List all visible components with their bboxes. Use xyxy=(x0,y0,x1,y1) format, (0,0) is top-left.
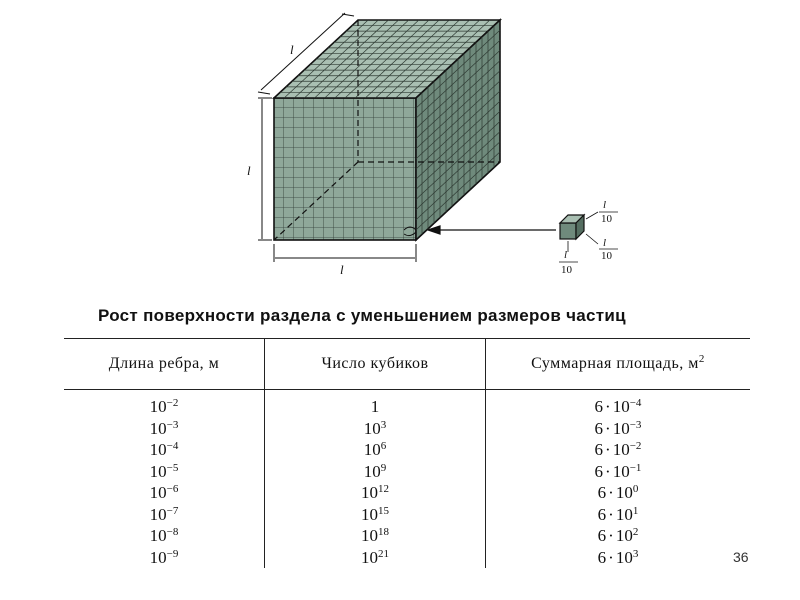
area-unit-exponent: 2 xyxy=(698,353,705,365)
edge-length-cell: $10^{-4}$ xyxy=(149,440,179,460)
total-area-cell: $6 \cdot 10^{-2}$ xyxy=(486,439,751,461)
fraction-right xyxy=(586,234,618,262)
table-row xyxy=(64,418,750,440)
cube-count-cell: $10^9$ xyxy=(265,461,486,483)
edge-length-cell: $10^{-9}$ xyxy=(149,547,179,567)
total-area-cell: $6 \cdot 10^1$ xyxy=(486,504,751,526)
table-header-row xyxy=(64,339,750,390)
width-label: l xyxy=(340,262,344,277)
cube-count-cell: $10^6$ xyxy=(265,439,486,461)
fraction-bottom xyxy=(559,241,578,276)
page-number: 36 xyxy=(733,549,749,565)
total-area-cell: $6 \cdot 10^{-3}$ xyxy=(486,418,751,440)
edge-length-cell: $10^{-5}$ xyxy=(149,461,179,481)
small-cube xyxy=(560,215,584,239)
surface-growth-table xyxy=(64,338,750,568)
total-area-cell: $6 \cdot 10^0$ xyxy=(486,482,751,504)
cube-count-cell: $10^{18}$ xyxy=(265,525,486,547)
svg-text:l: l xyxy=(564,249,568,261)
table-caption: Рост поверхности раздела с уменьшением размеров частиц xyxy=(98,306,626,325)
edge-length-cell: $10^{-7}$ xyxy=(149,504,179,524)
table-row xyxy=(64,439,750,461)
cube-front-face xyxy=(274,98,416,240)
pointer-arrow xyxy=(428,226,556,234)
total-area-cell: $6 \cdot 10^{-4}$ xyxy=(486,390,751,418)
table-row xyxy=(64,504,750,526)
edge-length-cell: $10^{-3}$ xyxy=(149,418,179,438)
edge-length-cell: $10^{-6}$ xyxy=(149,483,179,503)
svg-text:10: 10 xyxy=(601,250,612,262)
svg-text:l: l xyxy=(603,199,607,211)
cube-count-cell: $10^{12}$ xyxy=(265,482,486,504)
header-cube-count: Число кубиков xyxy=(265,339,486,390)
cube-count-cell: $10^{15}$ xyxy=(265,504,486,526)
height-label: l xyxy=(247,163,251,178)
table-row xyxy=(64,461,750,483)
svg-text:l: l xyxy=(603,237,607,249)
table-row xyxy=(64,547,750,569)
cube-count-cell: $10^3$ xyxy=(265,418,486,440)
table-row xyxy=(64,525,750,547)
height-dimension xyxy=(258,98,272,240)
total-area-cell: $6 \cdot 10^{-1}$ xyxy=(486,461,751,483)
header-edge-length: Длина ребра, м xyxy=(64,339,265,390)
svg-text:10: 10 xyxy=(601,213,612,225)
table-row xyxy=(64,482,750,504)
edge-length-cell: $10^{-2}$ xyxy=(149,397,179,417)
cube-count-cell: 1 xyxy=(265,390,486,418)
cube-count-cell: $10^{21}$ xyxy=(265,547,486,569)
total-area-cell: $6 \cdot 10^3$ xyxy=(486,547,751,569)
header-total-area: Суммарная площадь, $м^2$ xyxy=(486,339,751,390)
depth-label: l xyxy=(290,42,294,57)
width-dimension xyxy=(274,244,416,262)
fraction-top-right xyxy=(586,199,618,225)
total-area-cell: $6 \cdot 10^2$ xyxy=(486,525,751,547)
table-row xyxy=(64,390,750,418)
edge-length-cell: $10^{-8}$ xyxy=(149,526,179,546)
svg-text:10: 10 xyxy=(561,264,572,276)
